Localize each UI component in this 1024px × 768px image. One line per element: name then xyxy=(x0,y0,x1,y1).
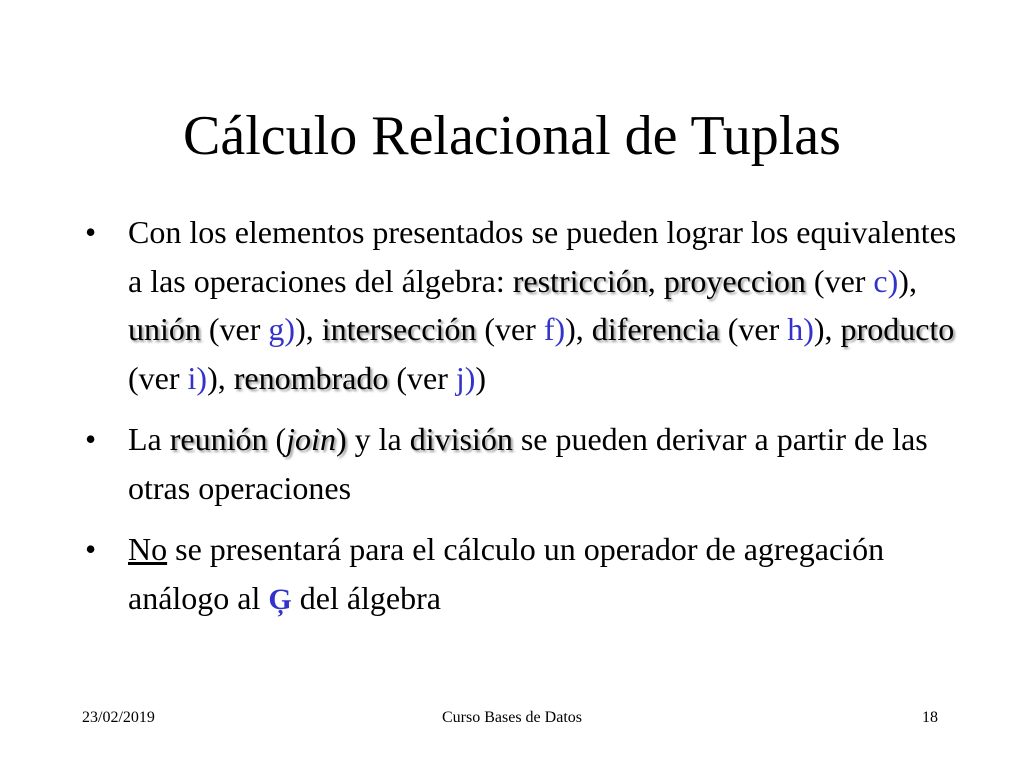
bullet-item-2 xyxy=(85,415,965,512)
bullet-text: ), xyxy=(898,262,917,299)
reference-c: c) xyxy=(873,262,899,299)
reference-j: j) xyxy=(455,359,476,396)
footer-page-number: 18 xyxy=(922,709,938,726)
bullet-text: (ver xyxy=(805,262,874,299)
reference-f: f) xyxy=(543,311,566,347)
bullet-text: (ver xyxy=(388,359,456,396)
reference-g: g) xyxy=(268,311,296,347)
bullet-list xyxy=(85,208,965,637)
bullet-text: se presentará para el cálculo un operador de agregación análogo al xyxy=(128,531,885,616)
bullet-marker: • xyxy=(85,421,97,457)
keyword-diferencia: diferencia xyxy=(591,311,720,347)
footer-date: 23/02/2019 xyxy=(82,709,155,726)
bullet-text: ( xyxy=(267,421,287,457)
keyword-reunion: reunión xyxy=(169,421,268,457)
bullet-marker: • xyxy=(85,214,97,250)
keyword-restriccion: restricción xyxy=(512,262,648,299)
bullet-text: ), xyxy=(813,311,841,347)
bullet-text: , xyxy=(647,262,664,299)
bullet-text: (ver xyxy=(200,311,269,347)
reference-i: i) xyxy=(187,359,208,396)
bullet-text: Con los elementos presentados se pueden lograr los equivalentes a las operaciones del álgebra: xyxy=(128,214,957,299)
keyword-producto: producto xyxy=(840,311,955,347)
keyword-renombrado: renombrado xyxy=(233,359,389,396)
keyword-union: unión xyxy=(128,311,201,347)
bullet-text: del álgebra xyxy=(291,579,441,616)
bullet-item-1 xyxy=(85,208,965,402)
footer-course: Curso Bases de Datos xyxy=(442,709,582,726)
bullet-text: ), xyxy=(295,311,322,347)
keyword-proyeccion: proyeccion xyxy=(663,262,806,299)
underlined-no: No xyxy=(128,531,168,567)
bullet-text: se pueden derivar a partir de las otras operaciones xyxy=(128,421,928,506)
bullet-text: ) xyxy=(335,421,347,457)
bullet-text: (ver xyxy=(476,311,544,347)
bullet-text: (ver xyxy=(128,359,188,396)
keyword-interseccion: intersección xyxy=(321,311,477,347)
bullet-text: ) xyxy=(475,359,487,396)
bullet-item-3 xyxy=(85,525,965,624)
bullet-text: ), xyxy=(565,311,592,347)
bullet-text: ), xyxy=(207,359,234,396)
bullet-marker: • xyxy=(85,531,97,567)
slide-title: Cálculo Relacional de Tuplas xyxy=(183,105,841,167)
bullet-text: La xyxy=(128,421,170,457)
aggregation-symbol: Ģ xyxy=(268,582,292,616)
bullet-text: (ver xyxy=(719,311,788,347)
keyword-join: join xyxy=(286,421,336,457)
keyword-division: división xyxy=(409,421,513,457)
reference-h: h) xyxy=(787,311,814,347)
bullet-text: y la xyxy=(346,421,410,457)
